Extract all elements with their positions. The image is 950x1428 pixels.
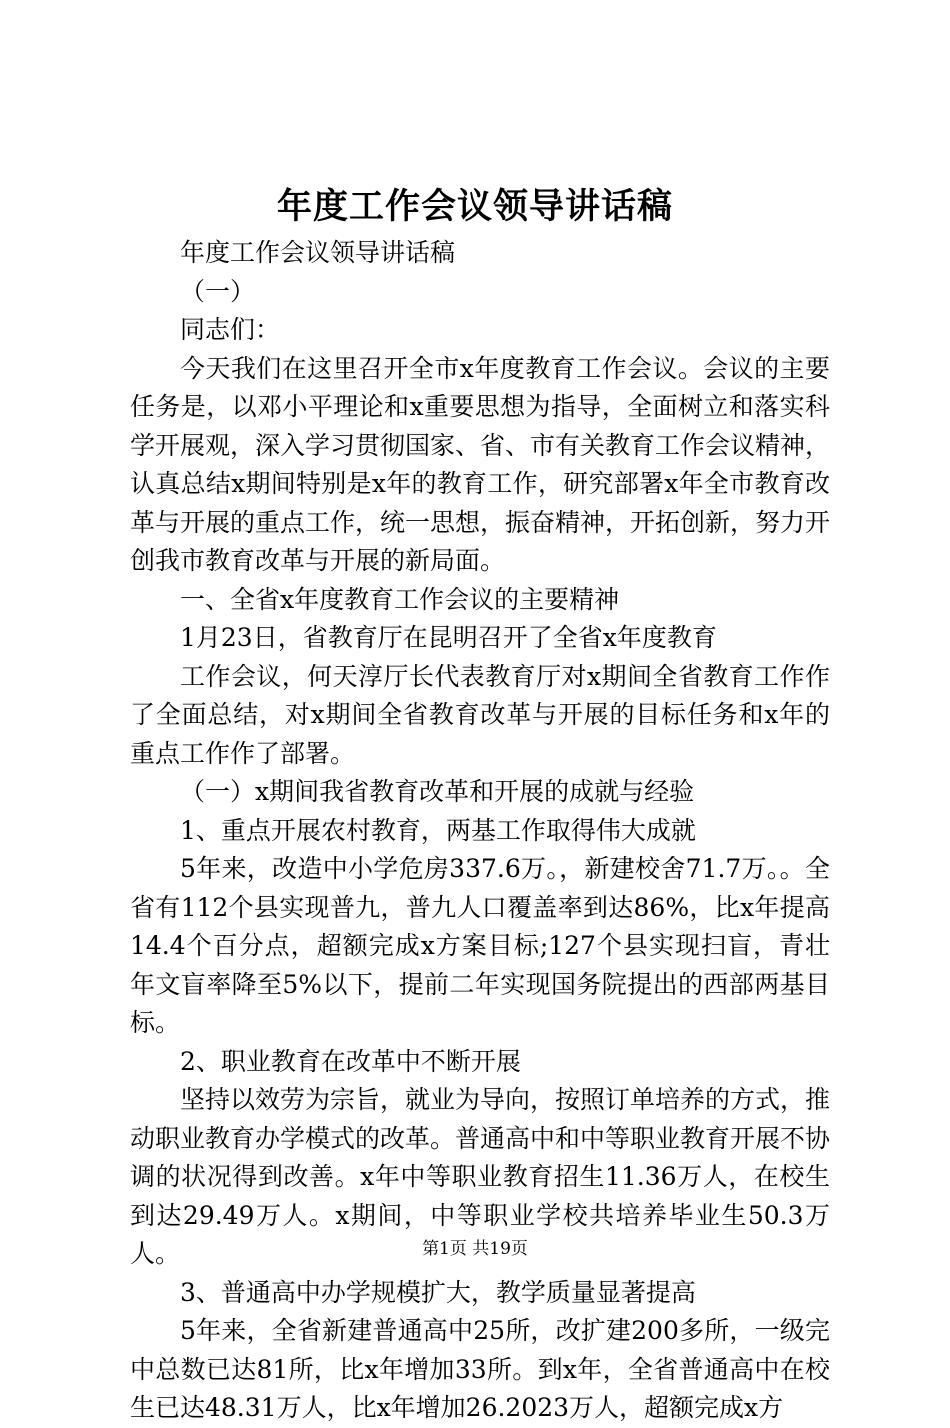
body-paragraph: 1月23日，省教育厅在昆明召开了全省x年度教育 [180,623,717,652]
body-paragraph: 同志们： [180,315,281,344]
page-number-footer: 第1页 共19页 [422,1239,528,1259]
body-paragraph: 5年来，全省新建普通高中25所，改扩建200多所，一级完中总数已达81所，比x年增加33所。到x年，全省普通高中在校生已达48.31万人，比x年增加26.2023万人，超额完成x方 [130,1316,830,1422]
item-heading: 3、普通高中办学规模扩大，教学质量显著提高 [180,1277,696,1307]
body-paragraph: 今天我们在这里召开全市x年度教育工作会议。会议的主要任务是，以邓小平理论和x重要思想为指导，全面树立和落实科学开展观，深入学习贯彻国家、省、市有关教育工作会议精神，认真总结x期间特别是x年的教育工作，研究部署x年全市教育改革与开展的重点工作，统一思想，振奋精神，开拓创新，努力开创我市教育改革与开展的新局面。 [130,353,831,575]
document-title: 年度工作会议领导讲话稿 [276,186,673,227]
item-heading: 1、重点开展农村教育，两基工作取得伟大成就 [180,815,696,845]
body-paragraph: 坚持以效劳为宗旨，就业为导向，按照订单培养的方式，推动职业教育办学模式的改革。普通高中和中等职业教育开展不协调的状况得到改善。x年中等职业教育招生11.36万人，在校生到达29.49万人。x期间，中等职业学校共培养毕业生50.3万人。 [130,1085,831,1268]
subsection-heading: （一）x期间我省教育改革和开展的成就与经验 [180,777,695,806]
item-heading: 2、职业教育在改革中不断开展 [180,1046,521,1076]
section-heading: 一、全省x年度教育工作会议的主要精神 [180,584,620,614]
body-paragraph: 5年来，改造中小学危房337.6万。，新建校舍71.7万。。全省有112个县实现普九，普九人口覆盖率到达86%，比x年提高14.4个百分点，超额完成x方案目标;127个县实现扫盲，青壮年文盲率降至5%以下，提前二年实现国务院提出的西部两基目标。 [130,854,830,1037]
body-paragraph: （一） [180,276,256,306]
body-paragraph: 年度工作会议领导讲话稿 [180,238,456,267]
body-paragraph: 工作会议，何天淳厅长代表教育厅对x期间全省教育工作作了全面总结，对x期间全省教育改革与开展的目标任务和x年的重点工作作了部署。 [130,661,830,768]
